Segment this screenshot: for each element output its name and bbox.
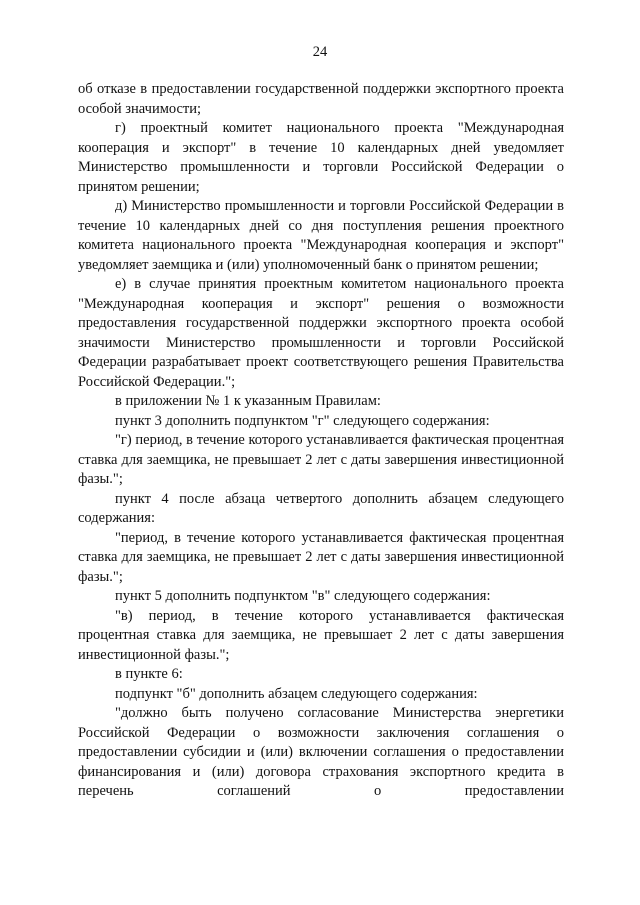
page-number: 24 — [312, 44, 328, 60]
paragraph-appendix-1: в приложении № 1 к указанным Правилам: — [115, 393, 381, 409]
paragraph-point-4-instruction: пункт 4 после абзаца четвертого дополнить абзацем следующего содержания: — [78, 490, 564, 526]
paragraph-point-6: в пункте 6: — [115, 666, 183, 682]
document-body — [78, 80, 564, 802]
paragraph-refusal-continuation: об отказе в предоставлении государственной поддержки экспортного проекта особой значимости; — [78, 81, 564, 117]
paragraph-point-3-text: "г) период, в течение которого устанавливается фактическая процентная ставка для заемщика, не превышает 2 лет с даты завершения инвестиционной фазы."; — [78, 432, 564, 487]
paragraph-item-d: д) Министерство промышленности и торговли Российской Федерации в течение 10 календарных дней со дня поступления решения проектного комитета национального проекта "Международная кооперация и экспорт" уведомляет заемщика и (или) уполномоченный банк о принятом решении; — [78, 198, 564, 273]
paragraph-subpoint-b-text: "должно быть получено согласование Министерства энергетики Российской Федерации о возможности заключения соглашения о предоставлении субсидии и (или) включении соглашения о предоставлении финансирования и (или) договора страхования экспортного кредита в перечень соглашений о предоставлении — [78, 705, 564, 799]
paragraph-point-4-text: "период, в течение которого устанавливается фактическая процентная ставка для заемщика, не превышает 2 лет с даты завершения инвестиционной фазы."; — [78, 529, 564, 585]
paragraph-item-g: г) проектный комитет национального проекта "Международная кооперация и экспорт" в течение 10 календарных дней уведомляет Министерство промышленности и торговли Российской Федерации о принятом решении; — [78, 120, 564, 195]
paragraph-item-e: е) в случае принятия проектным комитетом национального проекта "Международная кооперация и экспорт" решения о возможности предоставления государственной поддержки экспортного проекта особой значимости Министерство промышленности и торговли Российской Федерации разрабатывает проект соответствующего решения Правительства Российской Федерации."; — [78, 276, 564, 390]
paragraph-point-5-text: "в) период, в течение которого устанавливается фактическая процентная ставка для заемщика, не превышает 2 лет с даты завершения инвестиционной фазы."; — [78, 607, 564, 663]
paragraph-point-3-instruction: пункт 3 дополнить подпунктом "г" следующего содержания: — [115, 412, 490, 429]
paragraph-point-5-instruction: пункт 5 дополнить подпунктом "в" следующего содержания: — [115, 588, 491, 604]
paragraph-subpoint-b-instruction: подпункт "б" дополнить абзацем следующего содержания: — [115, 685, 478, 702]
